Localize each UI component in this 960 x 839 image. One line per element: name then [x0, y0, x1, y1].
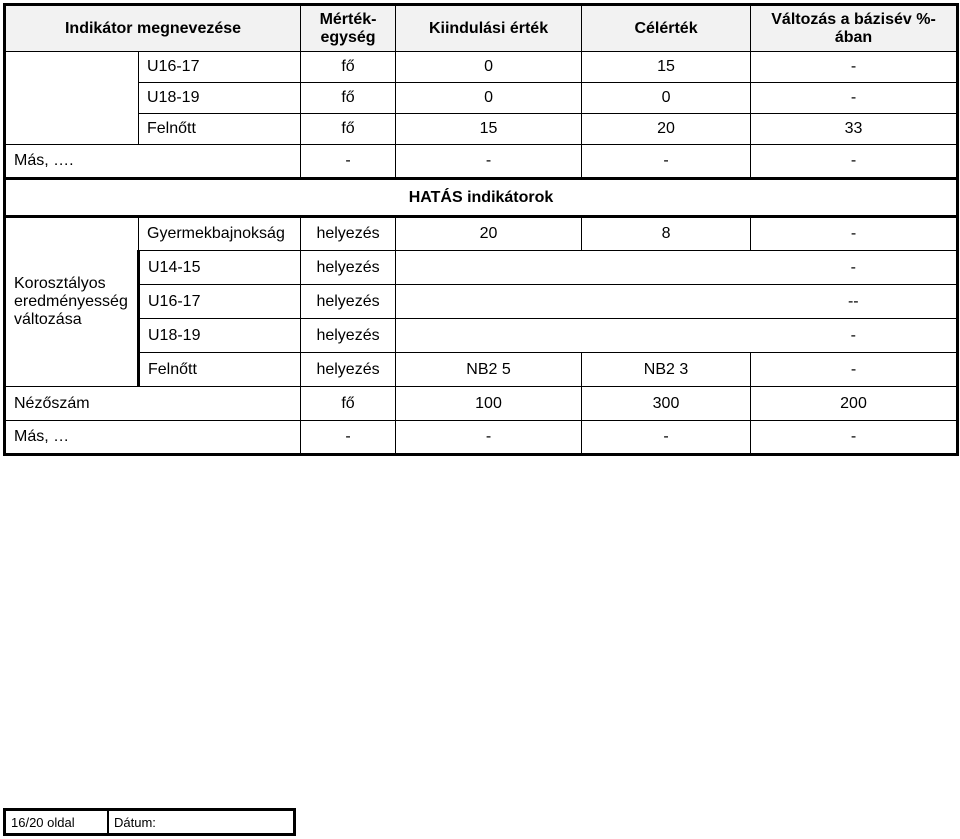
date-label: Dátum: [114, 814, 156, 830]
row-unit: helyezés [301, 217, 396, 251]
row-unit: helyezés [301, 319, 396, 353]
row-baseline: NB2 5 [396, 353, 582, 387]
blank-cell [5, 114, 139, 145]
row-unit: helyezés [301, 251, 396, 285]
row-target [582, 285, 751, 319]
row-change: - [751, 52, 958, 83]
group-label: Korosztályos eredményesség változása [5, 217, 139, 387]
row-target: NB2 3 [582, 353, 751, 387]
row-unit: fő [301, 114, 396, 145]
row-name: U14-15 [139, 251, 301, 285]
header-baseline: Kiindulási érték [396, 5, 582, 52]
row-baseline: 15 [396, 114, 582, 145]
row-target: 0 [582, 83, 751, 114]
row-unit: - [301, 145, 396, 179]
row-baseline: - [396, 421, 582, 455]
row-baseline: 0 [396, 83, 582, 114]
header-unit: Mérték- egység [301, 5, 396, 52]
row-target: 8 [582, 217, 751, 251]
page-number: 16/20 oldal [6, 811, 109, 833]
row-name: Gyermekbajnokság [139, 217, 301, 251]
row-target: 20 [582, 114, 751, 145]
row-baseline: 0 [396, 52, 582, 83]
row-change: - [751, 145, 958, 179]
row-name: Felnőtt [139, 114, 301, 145]
row-target: - [582, 421, 751, 455]
row-target: - [582, 145, 751, 179]
row-unit: fő [301, 387, 396, 421]
row-unit: fő [301, 83, 396, 114]
header-row [5, 5, 958, 52]
row-target [582, 319, 751, 353]
row-name: U16-17 [139, 52, 301, 83]
indicator-table [3, 3, 959, 456]
row-baseline: - [396, 145, 582, 179]
row-target: 15 [582, 52, 751, 83]
row-change: 200 [751, 387, 958, 421]
row-change: - [751, 353, 958, 387]
row-change: - [751, 421, 958, 455]
table-row [5, 145, 958, 179]
row-target: 300 [582, 387, 751, 421]
table-row [5, 217, 958, 251]
table-row [5, 353, 958, 387]
table-row [5, 251, 958, 285]
row-change: - [751, 83, 958, 114]
row-name: Nézőszám [5, 387, 301, 421]
row-unit: fő [301, 52, 396, 83]
table-row [5, 319, 958, 353]
row-unit: helyezés [301, 353, 396, 387]
row-baseline [396, 285, 582, 319]
header-change: Változás a bázisév %- ában [751, 5, 958, 52]
row-change: - [751, 251, 958, 285]
table-row [5, 83, 958, 114]
header-target: Célérték [582, 5, 751, 52]
row-change: - [751, 319, 958, 353]
row-name: U18-19 [139, 83, 301, 114]
row-baseline [396, 319, 582, 353]
section-title: HATÁS indikátorok [5, 179, 958, 217]
row-name: Más, …. [5, 145, 301, 179]
row-target [582, 251, 751, 285]
row-unit: - [301, 421, 396, 455]
blank-cell [5, 52, 139, 83]
row-change: 33 [751, 114, 958, 145]
row-change: -- [751, 285, 958, 319]
row-baseline [396, 251, 582, 285]
table-row [5, 52, 958, 83]
row-name: U18-19 [139, 319, 301, 353]
row-name: Felnőtt [139, 353, 301, 387]
header-indicator: Indikátor megnevezése [5, 5, 301, 52]
row-name: U16-17 [139, 285, 301, 319]
row-baseline: 20 [396, 217, 582, 251]
table-row [5, 387, 958, 421]
section-row [5, 179, 958, 217]
table-row [5, 421, 958, 455]
row-change: - [751, 217, 958, 251]
page-footer [3, 808, 296, 836]
row-unit: helyezés [301, 285, 396, 319]
row-name: Más, … [5, 421, 301, 455]
row-baseline: 100 [396, 387, 582, 421]
table-row [5, 114, 958, 145]
blank-cell [5, 83, 139, 114]
table-row [5, 285, 958, 319]
